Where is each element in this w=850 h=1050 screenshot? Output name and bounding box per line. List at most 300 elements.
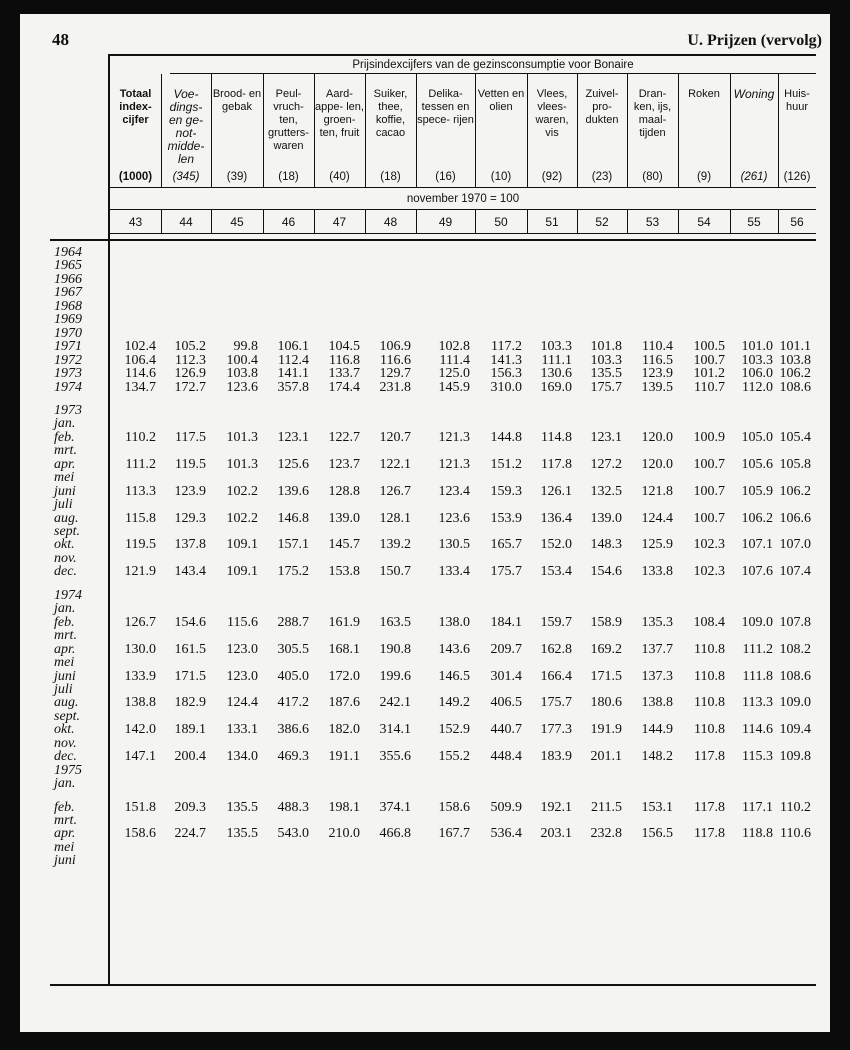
table-cell: 123.0 <box>226 668 258 684</box>
table-cell: 158.9 <box>590 614 622 630</box>
weights-rule <box>110 187 816 188</box>
column-weight-delika: (16) <box>435 171 456 183</box>
row-label: 1968 <box>54 298 82 314</box>
table-cell: 114.6 <box>125 366 156 382</box>
table-cell: 405.0 <box>277 668 309 684</box>
table-cell: 198.1 <box>328 799 360 815</box>
table-cell: 153.4 <box>540 564 572 580</box>
table-cell: 117.8 <box>694 826 725 842</box>
column-number-totaal: 43 <box>128 215 143 229</box>
column-header-woning: Woning <box>733 87 775 101</box>
table-cell: 126.7 <box>379 483 411 499</box>
row-label: 1975 <box>54 762 82 778</box>
table-cell: 123.1 <box>590 429 622 445</box>
row-label: aug. <box>54 510 79 526</box>
table-cell: 167.7 <box>438 826 470 842</box>
table-cell: 103.3 <box>741 352 773 368</box>
table-cell: 148.3 <box>590 537 622 553</box>
table-cell: 125.9 <box>641 537 673 553</box>
table-cell: 135.5 <box>590 366 622 382</box>
table-cell: 123.6 <box>438 510 470 526</box>
table-cell: 191.1 <box>328 749 360 765</box>
table-cell: 135.3 <box>641 614 673 630</box>
table-cell: 469.3 <box>277 749 309 765</box>
table-cell: 182.0 <box>328 722 360 738</box>
table-cell: 310.0 <box>490 379 522 395</box>
table-cell: 305.5 <box>277 641 309 657</box>
column-header-aard: Aard- appe- len, groen- ten, fruit <box>315 88 364 139</box>
table-cell: 117.1 <box>742 799 773 815</box>
table-cell: 182.9 <box>174 695 206 711</box>
column-header-voeding: Voe- dings- en ge- not- midde- len <box>167 87 205 166</box>
table-cell: 105.6 <box>741 456 773 472</box>
table-cell: 158.6 <box>438 799 470 815</box>
table-cell: 156.5 <box>641 826 673 842</box>
table-cell: 488.3 <box>277 799 309 815</box>
table-cell: 175.7 <box>540 695 572 711</box>
table-cell: 117.5 <box>175 429 206 445</box>
table-cell: 156.3 <box>490 366 522 382</box>
table-cell: 314.1 <box>379 722 411 738</box>
column-weight-vlees: (92) <box>541 171 563 183</box>
column-weight-aard: (40) <box>329 171 350 183</box>
table-cell: 110.8 <box>694 668 725 684</box>
table-cell: 120.0 <box>641 456 673 472</box>
table-cell: 147.1 <box>124 749 156 765</box>
table-cell: 159.3 <box>490 483 522 499</box>
row-label: mrt. <box>54 813 77 828</box>
row-label: apr. <box>54 456 76 472</box>
table-cell: 152.9 <box>438 722 470 738</box>
table-cell: 112.4 <box>278 352 309 368</box>
table-cell: 110.8 <box>694 722 725 738</box>
header-top-rule <box>110 54 816 56</box>
table-cell: 190.8 <box>379 641 411 657</box>
column-number-peul: 46 <box>281 215 296 229</box>
table-cell: 126.9 <box>174 366 206 382</box>
row-label: feb. <box>54 429 75 445</box>
row-label: 1966 <box>54 271 82 287</box>
column-number-woning: 55 <box>747 215 761 229</box>
column-number-delika: 49 <box>438 215 453 229</box>
table-cell: 111.2 <box>125 456 156 472</box>
table-cell: 143.6 <box>438 641 470 657</box>
table-cell: 138.0 <box>438 614 470 630</box>
row-label: 1964 <box>54 245 82 260</box>
table-cell: 123.0 <box>226 641 258 657</box>
table-cell: 111.8 <box>742 668 773 684</box>
table-cell: 153.8 <box>328 564 360 580</box>
table-cell: 106.1 <box>277 339 309 355</box>
table-cell: 161.9 <box>328 614 360 630</box>
table-cell: 133.9 <box>124 668 156 684</box>
table-cell: 172.0 <box>328 668 360 684</box>
table-cell: 123.9 <box>641 366 673 382</box>
table-cell: 119.5 <box>125 537 156 553</box>
table-cell: 105.4 <box>779 429 811 445</box>
table-cell: 133.7 <box>328 366 360 382</box>
table-cell: 117.8 <box>694 799 725 815</box>
table-cell: 141.3 <box>490 352 522 368</box>
row-label: dec. <box>54 749 77 765</box>
table-cell: 150.7 <box>379 564 411 580</box>
column-header-brood: Brood- en gebak <box>212 88 262 113</box>
table-cell: 110.2 <box>125 429 156 445</box>
table-cell: 107.8 <box>779 614 811 630</box>
table-cell: 138.8 <box>124 695 156 711</box>
row-label: 1971 <box>54 339 82 355</box>
table-cell: 118.8 <box>742 826 773 842</box>
table-cell: 109.8 <box>779 749 811 765</box>
table-cell: 125.0 <box>438 366 470 382</box>
table-cell: 112.3 <box>175 352 206 368</box>
table-cell: 102.4 <box>124 339 156 355</box>
table-cell: 124.4 <box>641 510 673 526</box>
column-number-vetten: 50 <box>494 215 508 229</box>
table-cell: 110.7 <box>694 379 725 395</box>
column-weight-dranken: (80) <box>642 171 663 183</box>
table-cell: 129.3 <box>174 510 206 526</box>
row-label: jan. <box>54 416 76 432</box>
row-label: 1965 <box>54 258 82 274</box>
table-cell: 448.4 <box>490 749 522 765</box>
table-cell: 102.2 <box>226 510 258 526</box>
row-label: mrt. <box>54 443 77 459</box>
table-cell: 133.1 <box>226 722 258 738</box>
row-label: dec. <box>54 564 77 580</box>
table-cell: 105.9 <box>741 483 773 499</box>
table-cell: 100.7 <box>693 510 725 526</box>
row-label: juni <box>54 853 76 869</box>
row-label: 1974 <box>54 379 82 395</box>
row-label: juli <box>54 681 73 697</box>
table-cell: 169.2 <box>590 641 622 657</box>
running-title: U. Prijzen (vervolg) <box>687 32 822 49</box>
table-cell: 121.9 <box>124 564 156 580</box>
table-cell: 102.8 <box>438 339 470 355</box>
table-cell: 106.2 <box>741 510 773 526</box>
row-label: feb. <box>54 799 75 815</box>
table-cell: 101.2 <box>693 366 725 382</box>
table-cell: 153.1 <box>641 799 673 815</box>
table-cell: 103.3 <box>540 339 572 355</box>
table-cell: 543.0 <box>277 826 309 842</box>
table-cell: 103.3 <box>590 352 622 368</box>
column-number-suiker: 48 <box>383 215 398 229</box>
table-cell: 123.6 <box>226 379 258 395</box>
row-label: 1972 <box>54 352 82 368</box>
table-cell: 101.8 <box>590 339 622 355</box>
table-cell: 203.1 <box>540 826 572 842</box>
column-number-aard: 47 <box>332 215 347 229</box>
table-cell: 288.7 <box>277 614 309 630</box>
table-cell: 466.8 <box>379 826 411 842</box>
table-cell: 141.1 <box>277 366 309 382</box>
table-cell: 357.8 <box>277 379 309 395</box>
column-weight-voeding: (345) <box>172 171 200 183</box>
table-cell: 146.5 <box>438 668 470 684</box>
table-cell: 113.3 <box>125 483 156 499</box>
column-number-rule <box>110 233 816 234</box>
row-label: okt. <box>54 537 75 553</box>
table-cell: 406.5 <box>490 695 522 711</box>
table-cell: 115.8 <box>125 510 156 526</box>
row-label: sept. <box>54 524 81 539</box>
table-cell: 301.4 <box>490 668 522 684</box>
column-weight-vetten: (10) <box>490 171 512 183</box>
column-weight-woning: (261) <box>740 171 768 183</box>
table-cell: 108.4 <box>693 614 725 630</box>
table-cell: 107.1 <box>741 537 773 553</box>
table-cell: 111.2 <box>742 641 773 657</box>
table-cell: 134.7 <box>124 379 156 395</box>
table-cell: 102.2 <box>226 483 258 499</box>
table-cell: 134.0 <box>226 749 258 765</box>
table-cell: 114.6 <box>742 722 773 738</box>
table-cell: 135.5 <box>226 826 258 842</box>
table-cell: 106.0 <box>741 366 773 382</box>
table-cell: 124.4 <box>226 695 258 711</box>
column-number-roken: 54 <box>697 215 711 229</box>
row-label: mei <box>54 655 75 671</box>
row-label: sept. <box>54 708 81 724</box>
table-cell: 135.5 <box>226 799 258 815</box>
table-cell: 145.7 <box>328 537 360 553</box>
table-cell: 106.2 <box>779 483 811 499</box>
row-label: juni <box>54 483 76 499</box>
table-cell: 101.1 <box>779 339 811 355</box>
column-number-voeding: 44 <box>179 215 193 229</box>
column-header-vlees: Vlees, vlees- waren, vis <box>535 88 569 139</box>
table-cell: 103.8 <box>226 366 258 382</box>
table-cell: 100.7 <box>693 483 725 499</box>
body-top-rule <box>50 239 816 241</box>
row-label: jan. <box>54 776 76 792</box>
table-cell: 183.9 <box>540 749 572 765</box>
table-cell: 133.8 <box>641 564 673 580</box>
column-header-roken: Roken <box>688 88 720 100</box>
row-label: jan. <box>54 601 76 617</box>
table-cell: 143.4 <box>174 564 206 580</box>
table-cell: 105.2 <box>174 339 206 355</box>
table-cell: 137.7 <box>641 641 673 657</box>
table-cell: 107.6 <box>741 564 773 580</box>
row-label: 1967 <box>54 285 82 301</box>
table-cell: 192.1 <box>540 799 572 815</box>
table-cell: 149.2 <box>438 695 470 711</box>
table-cell: 112.0 <box>742 379 773 395</box>
table-cell: 99.8 <box>233 339 258 355</box>
table-cell: 153.9 <box>490 510 522 526</box>
title-underline-rule <box>170 73 816 74</box>
table-cell: 209.3 <box>174 799 206 815</box>
table-cell: 121.8 <box>641 483 673 499</box>
base-period-note: november 1970 = 100 <box>406 193 520 205</box>
column-weight-zuivel: (23) <box>591 171 613 183</box>
column-header-huishuur: Huis- huur <box>784 88 810 113</box>
table-cell: 115.3 <box>742 749 773 765</box>
table-cell: 157.1 <box>277 537 309 553</box>
table-cell: 103.8 <box>779 352 811 368</box>
table-cell: 113.3 <box>742 695 773 711</box>
table-cell: 536.4 <box>490 826 522 842</box>
column-weight-peul: (18) <box>278 171 299 183</box>
table-cell: 100.7 <box>693 456 725 472</box>
column-weight-roken: (9) <box>696 171 712 183</box>
table-cell: 100.4 <box>226 352 258 368</box>
table-cell: 110.8 <box>694 641 725 657</box>
table-cell: 184.1 <box>490 614 522 630</box>
table-cell: 109.0 <box>779 695 811 711</box>
table-cell: 210.0 <box>328 826 360 842</box>
row-label: 1969 <box>54 312 82 328</box>
table-cell: 121.3 <box>438 429 470 445</box>
table-cell: 100.9 <box>693 429 725 445</box>
column-header-suiker: Suiker, thee, koffie, cacao <box>373 88 408 139</box>
table-cell: 128.8 <box>328 483 360 499</box>
table-cell: 161.5 <box>174 641 206 657</box>
table-cell: 209.7 <box>490 641 522 657</box>
table-cell: 120.0 <box>641 429 673 445</box>
table-cell: 145.9 <box>438 379 470 395</box>
table-cell: 151.2 <box>490 456 522 472</box>
table-cell: 374.1 <box>379 799 411 815</box>
table-cell: 133.4 <box>438 564 470 580</box>
table-cell: 130.0 <box>124 641 156 657</box>
table-cell: 100.7 <box>693 352 725 368</box>
table-cell: 110.6 <box>780 826 811 842</box>
table-cell: 123.4 <box>438 483 470 499</box>
table-cell: 126.1 <box>540 483 572 499</box>
table-cell: 123.7 <box>328 456 360 472</box>
table-cell: 109.4 <box>779 722 811 738</box>
table-cell: 111.4 <box>439 352 470 368</box>
table-cell: 165.7 <box>490 537 522 553</box>
table-cell: 180.6 <box>590 695 622 711</box>
table-cell: 139.6 <box>277 483 309 499</box>
table-cell: 144.8 <box>490 429 522 445</box>
column-number-vlees: 51 <box>545 215 559 229</box>
table-cell: 146.8 <box>277 510 309 526</box>
column-weight-totaal: (1000) <box>118 171 153 183</box>
table-cell: 142.0 <box>124 722 156 738</box>
table-cell: 174.4 <box>328 379 360 395</box>
row-label: apr. <box>54 641 76 657</box>
table-cell: 211.5 <box>591 799 622 815</box>
table-cell: 509.9 <box>490 799 522 815</box>
row-label: 1973 <box>54 402 82 418</box>
column-header-vetten: Vetten en olien <box>477 88 525 113</box>
table-cell: 122.1 <box>379 456 411 472</box>
table-cell: 120.7 <box>379 429 411 445</box>
table-cell: 106.6 <box>779 510 811 526</box>
table-cell: 139.2 <box>379 537 411 553</box>
table-cell: 199.6 <box>379 668 411 684</box>
table-cell: 108.2 <box>779 641 811 657</box>
table-cell: 110.8 <box>694 695 725 711</box>
row-label: mei <box>54 470 75 486</box>
table-cell: 159.7 <box>540 614 572 630</box>
column-header-delika: Delika- tessen en spece- rijen <box>417 88 474 126</box>
table-cell: 123.9 <box>174 483 206 499</box>
row-label: mei <box>54 839 75 855</box>
table-cell: 139.0 <box>328 510 360 526</box>
table-cell: 104.5 <box>328 339 360 355</box>
table-cell: 108.6 <box>779 379 811 395</box>
table-cell: 121.3 <box>438 456 470 472</box>
table-cell: 110.2 <box>780 799 811 815</box>
table-cell: 175.2 <box>277 564 309 580</box>
column-header-totaal: Totaal index- cijfer <box>119 88 152 126</box>
table-cell: 224.7 <box>174 826 206 842</box>
table-cell: 125.6 <box>277 456 309 472</box>
table-cell: 137.3 <box>641 668 673 684</box>
table-cell: 177.3 <box>540 722 572 738</box>
table-cell: 175.7 <box>590 379 622 395</box>
table-cell: 242.1 <box>379 695 411 711</box>
table-cell: 111.1 <box>541 352 572 368</box>
document-page <box>20 14 830 1032</box>
table-cell: 101.3 <box>226 429 258 445</box>
table-cell: 117.8 <box>541 456 572 472</box>
table-cell: 148.2 <box>641 749 673 765</box>
column-header-dranken: Dran- ken, ijs, maal- tijden <box>633 88 672 139</box>
table-cell: 128.1 <box>379 510 411 526</box>
table-cell: 115.6 <box>227 614 258 630</box>
table-cell: 119.5 <box>175 456 206 472</box>
table-cell: 144.9 <box>641 722 673 738</box>
table-cell: 355.6 <box>379 749 411 765</box>
table-cell: 139.5 <box>641 379 673 395</box>
table-cell: 108.6 <box>779 668 811 684</box>
table-cell: 129.7 <box>379 366 411 382</box>
table-cell: 130.5 <box>438 537 470 553</box>
table-cell: 162.8 <box>540 641 572 657</box>
row-label: 1973 <box>54 366 82 382</box>
column-weight-brood: (39) <box>226 171 248 183</box>
table-cell: 109.0 <box>741 614 773 630</box>
table-cell: 191.9 <box>590 722 622 738</box>
table-cell: 116.8 <box>329 352 360 368</box>
column-weight-suiker: (18) <box>380 171 401 183</box>
table-cell: 109.1 <box>226 564 258 580</box>
table-cell: 126.7 <box>124 614 156 630</box>
table-cell: 166.4 <box>540 668 572 684</box>
table-cell: 100.5 <box>693 339 725 355</box>
table-cell: 109.1 <box>226 537 258 553</box>
column-weight-huishuur: (126) <box>783 171 811 183</box>
page-number: 48 <box>52 30 69 49</box>
table-cell: 175.7 <box>490 564 522 580</box>
table-cell: 172.7 <box>174 379 206 395</box>
table-cell: 110.4 <box>642 339 673 355</box>
row-label: apr. <box>54 826 76 842</box>
table-cell: 102.3 <box>693 537 725 553</box>
bottom-rule <box>50 984 816 986</box>
table-cell: 102.3 <box>693 564 725 580</box>
table-cell: 123.1 <box>277 429 309 445</box>
table-cell: 440.7 <box>490 722 522 738</box>
table-cell: 117.2 <box>491 339 522 355</box>
table-cell: 114.8 <box>541 429 572 445</box>
table-cell: 232.8 <box>590 826 622 842</box>
row-label: juni <box>54 668 76 684</box>
row-label: mrt. <box>54 628 77 644</box>
column-number-brood: 45 <box>230 215 244 229</box>
table-cell: 231.8 <box>379 379 411 395</box>
table-cell: 154.6 <box>174 614 206 630</box>
table-cell: 117.8 <box>694 749 725 765</box>
